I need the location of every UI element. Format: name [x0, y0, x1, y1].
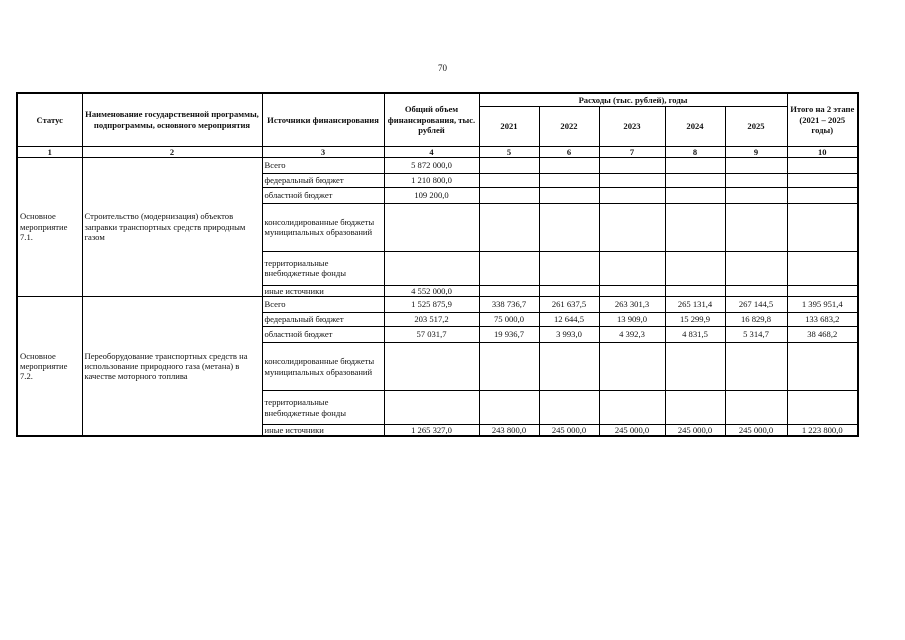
year-value: [479, 187, 539, 203]
column-number: 9: [725, 146, 787, 157]
total-value: 5 872 000,0: [384, 157, 479, 173]
year-value: 16 829,8: [725, 313, 787, 327]
funding-source: территориальные внебюджетные фонды: [262, 391, 384, 425]
year-value: [725, 391, 787, 425]
column-number: 4: [384, 146, 479, 157]
year-value: [479, 285, 539, 296]
year-value: [539, 203, 599, 251]
year-value: 15 299,9: [665, 313, 725, 327]
funding-source: территориальные внебюджетные фонды: [262, 251, 384, 285]
total-value: [384, 391, 479, 425]
financing-table: [16, 92, 859, 437]
header-name: Наименование государственной программы, подпрограммы, основного мероприятия: [82, 93, 262, 146]
column-number: 1: [17, 146, 82, 157]
page-number: 70: [438, 63, 447, 73]
funding-source: иные источники: [262, 285, 384, 296]
year-value: [479, 391, 539, 425]
stage-total-value: 1 395 951,4: [787, 297, 858, 313]
total-value: 203 517,2: [384, 313, 479, 327]
year-value: [599, 203, 665, 251]
year-value: 245 000,0: [725, 425, 787, 437]
total-value: [384, 251, 479, 285]
header-year: 2024: [665, 106, 725, 146]
year-value: [539, 285, 599, 296]
year-value: [479, 203, 539, 251]
stage-total-value: 38 468,2: [787, 327, 858, 343]
funding-source: областной бюджет: [262, 327, 384, 343]
funding-source: консолидированные бюджеты муниципальных образований: [262, 203, 384, 251]
year-value: [599, 157, 665, 173]
stage-total-value: [787, 285, 858, 296]
header-year: 2025: [725, 106, 787, 146]
total-value: 1 265 327,0: [384, 425, 479, 437]
year-value: 19 936,7: [479, 327, 539, 343]
year-value: 12 644,5: [539, 313, 599, 327]
column-number: 2: [82, 146, 262, 157]
year-value: 245 000,0: [665, 425, 725, 437]
funding-source: консолидированные бюджеты муниципальных образований: [262, 343, 384, 391]
year-value: [725, 187, 787, 203]
year-value: [665, 251, 725, 285]
stage-total-value: [787, 173, 858, 187]
year-value: 13 909,0: [599, 313, 665, 327]
column-number: 10: [787, 146, 858, 157]
year-value: [665, 187, 725, 203]
column-number: 8: [665, 146, 725, 157]
group-name: Переоборудование транспортных средств на использование природного газа (метана) в качестве моторного топлива: [82, 297, 262, 437]
table-row: [17, 297, 858, 313]
year-value: [725, 285, 787, 296]
header-year: 2023: [599, 106, 665, 146]
total-value: [384, 343, 479, 391]
header-total: Общий объем финансирования, тыс. рублей: [384, 93, 479, 146]
total-value: 109 200,0: [384, 187, 479, 203]
total-value: 4 552 000,0: [384, 285, 479, 296]
header-stage-total: Итого на 2 этапе (2021 – 2025 годы): [787, 93, 858, 146]
funding-source: Всего: [262, 157, 384, 173]
year-value: [665, 343, 725, 391]
year-value: [539, 251, 599, 285]
year-value: [599, 187, 665, 203]
year-value: [725, 173, 787, 187]
year-value: [665, 203, 725, 251]
year-value: [479, 251, 539, 285]
stage-total-value: [787, 391, 858, 425]
year-value: 3 993,0: [539, 327, 599, 343]
year-value: 265 131,4: [665, 297, 725, 313]
column-number: 7: [599, 146, 665, 157]
funding-source: областной бюджет: [262, 187, 384, 203]
year-value: [539, 157, 599, 173]
year-value: [539, 391, 599, 425]
year-value: [479, 157, 539, 173]
year-value: 267 144,5: [725, 297, 787, 313]
header-expenses: Расходы (тыс. рублей), годы: [479, 93, 787, 106]
header-sources: Источники финансирования: [262, 93, 384, 146]
year-value: [725, 251, 787, 285]
year-value: [665, 157, 725, 173]
year-value: [725, 157, 787, 173]
year-value: [599, 173, 665, 187]
year-value: [725, 203, 787, 251]
year-value: [665, 391, 725, 425]
group-name: Строительство (модернизация) объектов заправки транспортных средств природным газом: [82, 157, 262, 296]
year-value: 338 736,7: [479, 297, 539, 313]
year-value: [539, 187, 599, 203]
year-value: [539, 173, 599, 187]
funding-source: иные источники: [262, 425, 384, 437]
group-status: Основное мероприятие 7.2.: [17, 297, 82, 437]
year-value: [599, 391, 665, 425]
table-row: [17, 157, 858, 173]
year-value: [725, 343, 787, 391]
total-value: 1 210 800,0: [384, 173, 479, 187]
column-number: 6: [539, 146, 599, 157]
total-value: 57 031,7: [384, 327, 479, 343]
year-value: [665, 173, 725, 187]
stage-total-value: [787, 187, 858, 203]
year-value: [539, 343, 599, 391]
year-value: 261 637,5: [539, 297, 599, 313]
year-value: [599, 285, 665, 296]
year-value: 5 314,7: [725, 327, 787, 343]
stage-total-value: [787, 343, 858, 391]
stage-total-value: [787, 251, 858, 285]
stage-total-value: 1 223 800,0: [787, 425, 858, 437]
year-value: 4 392,3: [599, 327, 665, 343]
year-value: 245 000,0: [539, 425, 599, 437]
funding-source: федеральный бюджет: [262, 173, 384, 187]
column-number: 3: [262, 146, 384, 157]
total-value: 1 525 875,9: [384, 297, 479, 313]
year-value: [479, 173, 539, 187]
stage-total-value: [787, 157, 858, 173]
year-value: 245 000,0: [599, 425, 665, 437]
column-number: 5: [479, 146, 539, 157]
funding-source: федеральный бюджет: [262, 313, 384, 327]
group-status: Основное мероприятие 7.1.: [17, 157, 82, 296]
year-value: [479, 343, 539, 391]
year-value: [599, 251, 665, 285]
year-value: 75 000,0: [479, 313, 539, 327]
stage-total-value: [787, 203, 858, 251]
header-year: 2021: [479, 106, 539, 146]
year-value: [599, 343, 665, 391]
year-value: 243 800,0: [479, 425, 539, 437]
year-value: 263 301,3: [599, 297, 665, 313]
year-value: 4 831,5: [665, 327, 725, 343]
stage-total-value: 133 683,2: [787, 313, 858, 327]
header-year: 2022: [539, 106, 599, 146]
total-value: [384, 203, 479, 251]
year-value: [665, 285, 725, 296]
header-status: Статус: [17, 93, 82, 146]
funding-source: Всего: [262, 297, 384, 313]
